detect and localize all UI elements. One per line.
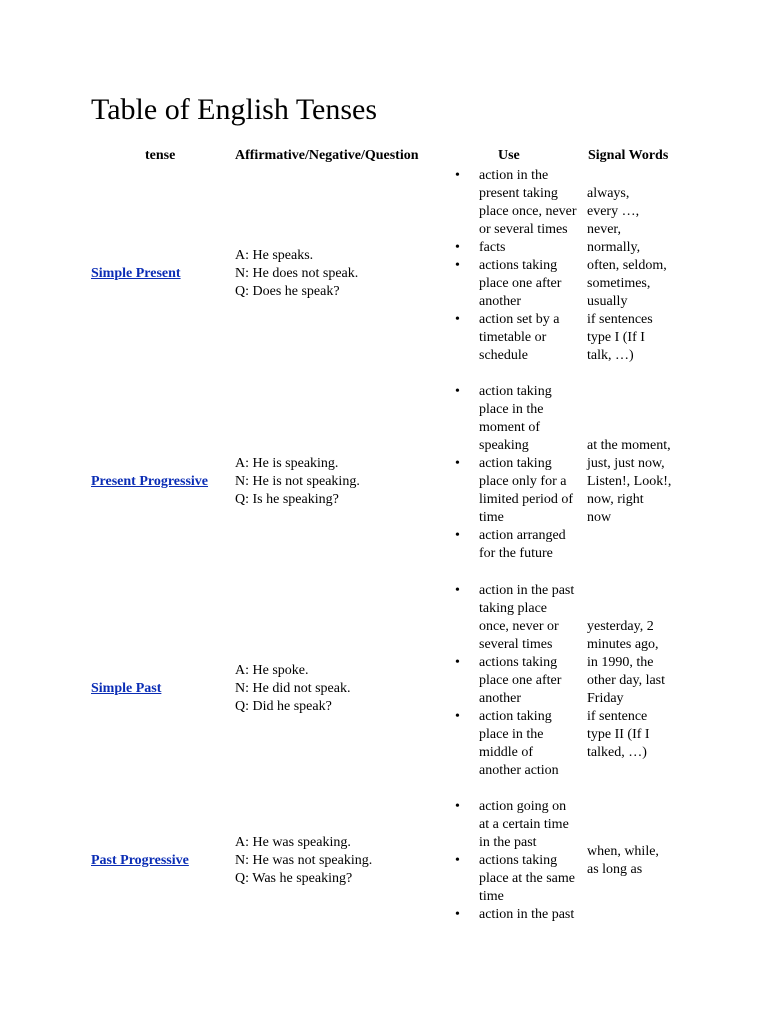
signal-word-line: minutes ago, <box>587 637 659 652</box>
use-text: once, never or <box>479 619 559 634</box>
use-text: place once, never <box>479 204 577 219</box>
affirmative-form: A: He was speaking. <box>235 835 351 850</box>
negative-form: N: He did not speak. <box>235 681 351 696</box>
tense-forms <box>235 455 360 509</box>
use-text: for the future <box>479 546 553 561</box>
use-text: schedule <box>479 348 528 363</box>
signal-word-line: usually <box>587 294 628 309</box>
use-text: moment of <box>479 420 541 435</box>
use-text: place in the <box>479 727 544 742</box>
bullet-icon: • <box>455 583 460 598</box>
use-text: speaking <box>479 438 529 453</box>
use-text: actions taking <box>479 655 558 670</box>
signal-words <box>587 843 697 879</box>
tense-forms <box>235 247 358 301</box>
bullet-icon: • <box>455 258 460 273</box>
use-item <box>455 852 585 906</box>
signal-word-line: just, just now, <box>587 456 665 471</box>
use-text: action taking <box>479 384 552 399</box>
bullet-icon: • <box>455 655 460 670</box>
signal-word-line: when, while, <box>587 844 659 859</box>
signal-word-line: never, <box>587 222 622 237</box>
tense-link-simple-past[interactable]: Simple Past <box>91 681 162 696</box>
signal-word-line: at the moment, <box>587 438 671 453</box>
use-text: action in the past <box>479 907 575 922</box>
signal-words <box>587 437 697 527</box>
use-item <box>455 708 585 780</box>
bullet-icon: • <box>455 799 460 814</box>
bullet-icon: • <box>455 709 460 724</box>
use-item <box>455 383 585 455</box>
signal-word-line: other day, last <box>587 673 666 688</box>
signal-words <box>587 185 697 365</box>
use-list <box>455 582 585 780</box>
use-text: several times <box>479 637 553 652</box>
signal-words <box>587 618 697 762</box>
signal-word-line: yesterday, 2 <box>587 619 654 634</box>
use-text: place at the same <box>479 871 576 886</box>
bullet-icon: • <box>455 456 460 471</box>
signal-word-line: if sentences <box>587 312 653 327</box>
use-text: action going on <box>479 799 567 814</box>
use-text: action set by a <box>479 312 560 327</box>
use-text: facts <box>479 240 506 255</box>
signal-word-line: now <box>587 510 612 525</box>
tense-link-simple-present[interactable]: Simple Present <box>91 266 181 281</box>
affirmative-form: A: He is speaking. <box>235 456 339 471</box>
bullet-icon: • <box>455 312 460 327</box>
bullet-icon: • <box>455 384 460 399</box>
use-text: action in the past <box>479 583 575 598</box>
use-text: another action <box>479 763 559 778</box>
use-list <box>455 798 585 924</box>
use-item <box>455 906 585 924</box>
column-header-signal-words: Signal Words <box>588 148 669 163</box>
signal-word-line: talk, …) <box>587 348 634 363</box>
signal-word-line: now, right <box>587 492 644 507</box>
use-text: place one after <box>479 276 562 291</box>
signal-word-line: Listen!, Look!, <box>587 474 672 489</box>
bullet-icon: • <box>455 853 460 868</box>
signal-word-line: talked, …) <box>587 745 647 760</box>
use-text: another <box>479 691 521 706</box>
signal-word-line: often, seldom, <box>587 258 667 273</box>
use-text: limited period of <box>479 492 574 507</box>
use-text: place only for a <box>479 474 567 489</box>
column-header-use: Use <box>498 148 520 163</box>
use-item <box>455 167 585 239</box>
use-text: timetable or <box>479 330 547 345</box>
column-header-forms: Affirmative/Negative/Question <box>235 148 419 163</box>
use-text: place one after <box>479 673 562 688</box>
signal-word-line: always, <box>587 186 630 201</box>
signal-word-line: sometimes, <box>587 276 651 291</box>
affirmative-form: A: He spoke. <box>235 663 309 678</box>
use-text: action arranged <box>479 528 566 543</box>
use-text: actions taking <box>479 853 558 868</box>
bullet-icon: • <box>455 240 460 255</box>
affirmative-form: A: He speaks. <box>235 248 314 263</box>
use-item <box>455 455 585 527</box>
use-text: another <box>479 294 521 309</box>
use-text: time <box>479 889 504 904</box>
signal-word-line: in 1990, the <box>587 655 654 670</box>
bullet-icon: • <box>455 907 460 922</box>
use-item <box>455 654 585 708</box>
use-item <box>455 311 585 365</box>
bullet-icon: • <box>455 528 460 543</box>
use-text: or several times <box>479 222 568 237</box>
use-text: taking place <box>479 601 548 616</box>
signal-word-line: as long as <box>587 862 643 877</box>
use-text: middle of <box>479 745 534 760</box>
question-form: Q: Does he speak? <box>235 284 340 299</box>
question-form: Q: Did he speak? <box>235 699 332 714</box>
signal-word-line: type II (If I <box>587 727 650 742</box>
use-text: place in the <box>479 402 544 417</box>
column-header-tense: tense <box>145 148 176 163</box>
tense-link-past-progressive[interactable]: Past Progressive <box>91 853 189 868</box>
signal-word-line: normally, <box>587 240 641 255</box>
use-text: action in the <box>479 168 549 183</box>
use-item <box>455 239 585 257</box>
signal-word-line: if sentence <box>587 709 648 724</box>
use-text: action taking <box>479 709 552 724</box>
use-text: at a certain time <box>479 817 569 832</box>
question-form: Q: Is he speaking? <box>235 492 339 507</box>
question-form: Q: Was he speaking? <box>235 871 353 886</box>
use-item <box>455 798 585 852</box>
use-text: actions taking <box>479 258 558 273</box>
negative-form: N: He was not speaking. <box>235 853 373 868</box>
use-item <box>455 582 585 654</box>
use-list <box>455 383 585 563</box>
use-text: in the past <box>479 835 537 850</box>
signal-word-line: type I (If I <box>587 330 645 345</box>
use-text: present taking <box>479 186 558 201</box>
page-title: Table of English Tenses <box>91 93 378 126</box>
negative-form: N: He is not speaking. <box>235 474 360 489</box>
signal-word-line: Friday <box>587 691 624 706</box>
tense-link-present-progressive[interactable]: Present Progressive <box>91 474 209 489</box>
tense-forms <box>235 834 372 888</box>
use-list <box>455 167 585 365</box>
use-item <box>455 527 585 563</box>
negative-form: N: He does not speak. <box>235 266 359 281</box>
use-item <box>455 257 585 311</box>
tense-forms <box>235 662 350 716</box>
signal-word-line: every …, <box>587 204 640 219</box>
bullet-icon: • <box>455 168 460 183</box>
use-text: time <box>479 510 504 525</box>
use-text: action taking <box>479 456 552 471</box>
